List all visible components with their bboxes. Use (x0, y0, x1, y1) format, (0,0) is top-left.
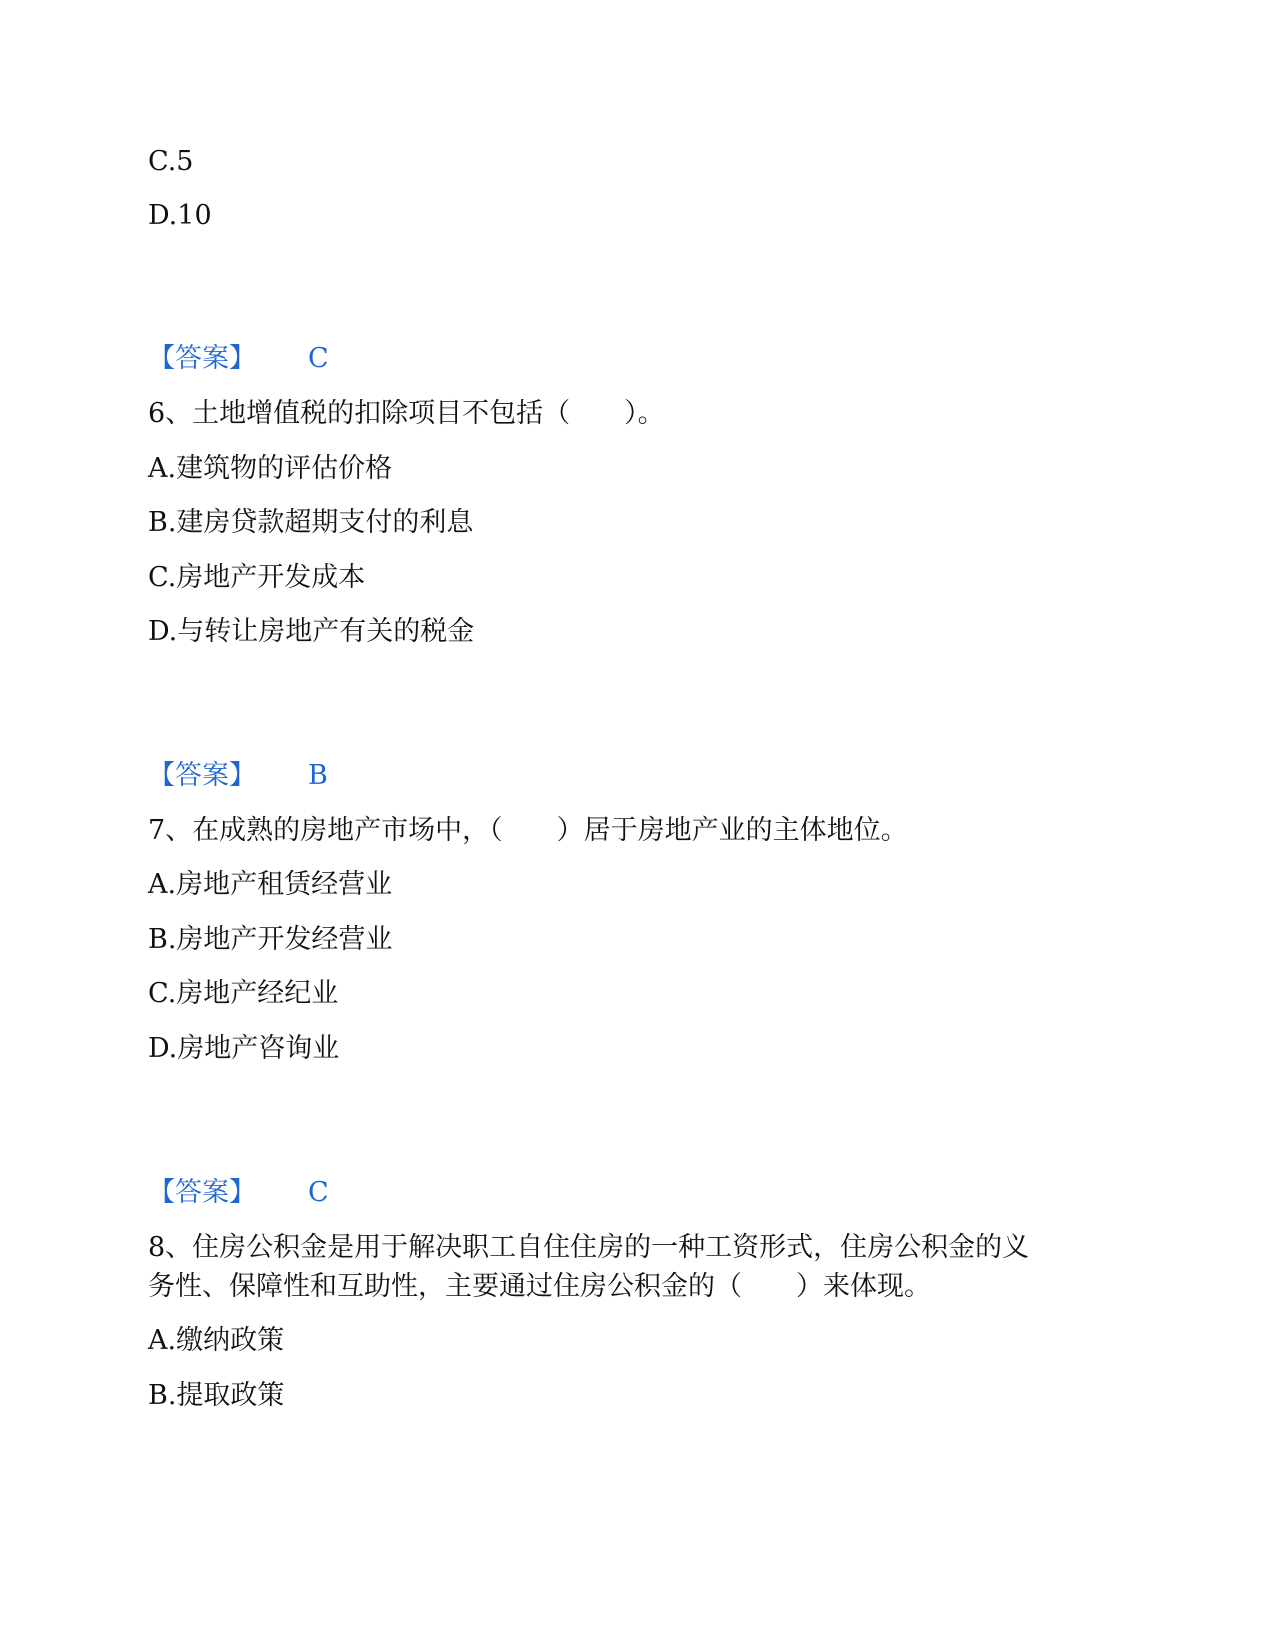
q8-option-b: B.提取政策 (148, 1380, 285, 1411)
q8-stem-line-1: 8、住房公积金是用于解决职工自住住房的一种工资形式，住房公积金的义 (148, 1232, 1030, 1263)
q7-option-c: C.房地产经纪业 (148, 978, 339, 1009)
q5-answer (148, 341, 329, 377)
q7-option-d: D.房地产咨询业 (148, 1033, 340, 1064)
q7-stem: 7、在成熟的房地产市场中，（ ）居于房地产业的主体地位。 (148, 815, 908, 846)
q6-answer (148, 758, 328, 794)
answer-label: 【答案】 (148, 1177, 256, 1208)
q7-option-b: B.房地产开发经营业 (148, 924, 393, 955)
q6-stem: 6、土地增值税的扣除项目不包括（ ）。 (148, 398, 665, 429)
q6-option-a: A.建筑物的评估价格 (148, 453, 393, 484)
answer-value: B (308, 760, 328, 791)
q6-option-b: B.建房贷款超期支付的利息 (148, 507, 474, 538)
q5-option-c: C.5 (148, 146, 194, 177)
answer-value: C (308, 1177, 329, 1208)
q7-option-a: A.房地产租赁经营业 (148, 869, 393, 900)
q5-option-d: D.10 (148, 200, 212, 231)
q8-stem-line-2: 务性、保障性和互助性，主要通过住房公积金的（ ）来体现。 (148, 1271, 931, 1302)
answer-label: 【答案】 (148, 760, 256, 791)
q6-option-d: D.与转让房地产有关的税金 (148, 616, 475, 647)
q8-option-a: A.缴纳政策 (148, 1325, 285, 1356)
answer-value: C (308, 343, 329, 374)
q7-answer (148, 1175, 329, 1211)
answer-label: 【答案】 (148, 343, 256, 374)
q6-option-c: C.房地产开发成本 (148, 562, 366, 593)
